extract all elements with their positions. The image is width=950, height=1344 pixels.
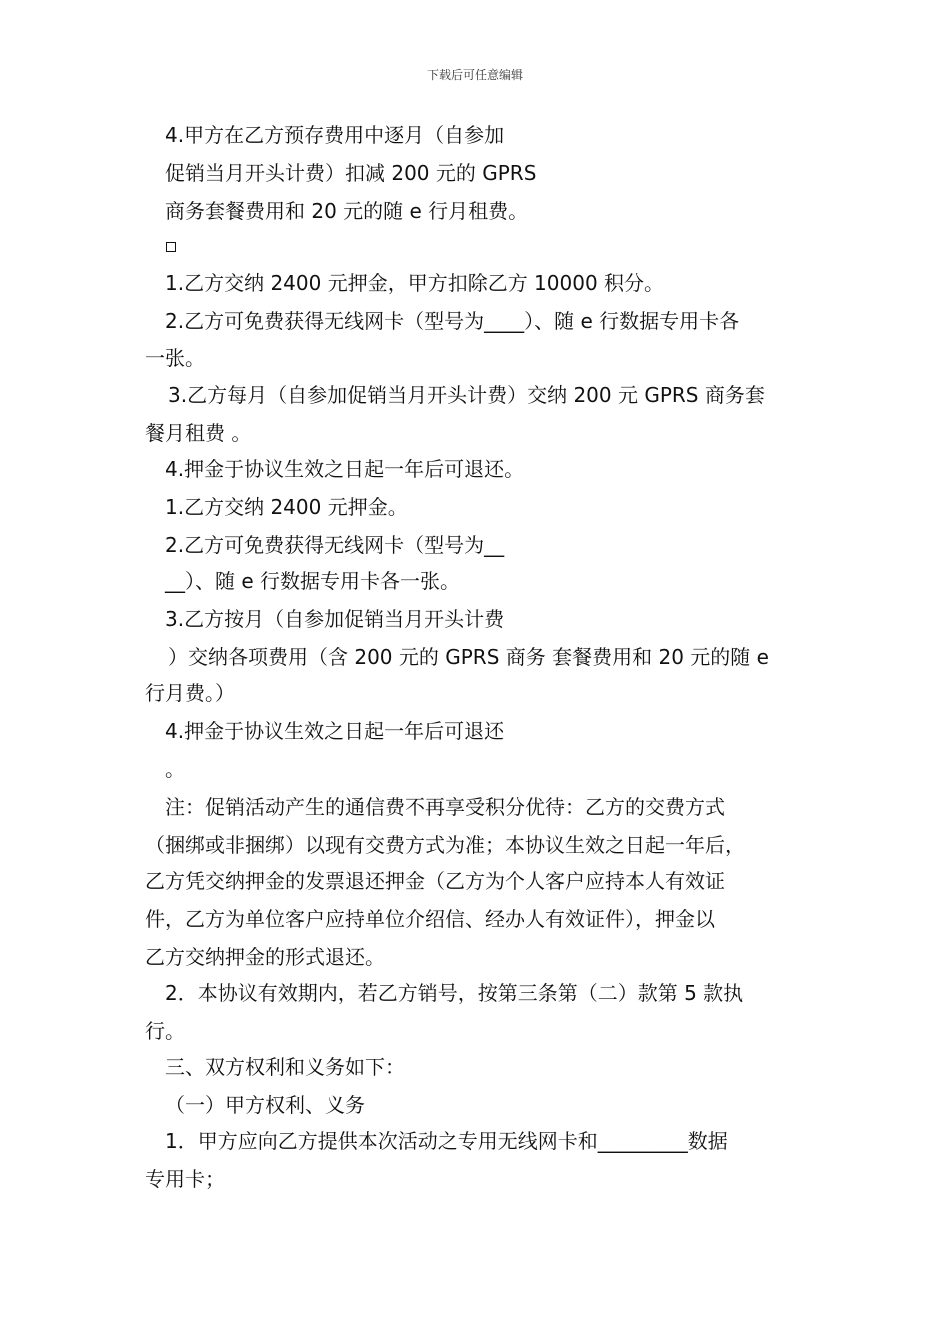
text-line: 2.乙方可免费获得无线网卡（型号为__ <box>165 533 505 557</box>
text-line: 乙方凭交纳押金的发票退还押金（乙方为个人客户应持本人有效证 <box>145 869 725 893</box>
text-line: 3.乙方每月（自参加促销当月开头计费）交纳 200 元 GPRS 商务套 <box>168 383 765 407</box>
text-line: 件，乙方为单位客户应持单位介绍信、经办人有效证件），押金以 <box>145 907 715 931</box>
text-line: __）、随 e 行数据专用卡各一张。 <box>165 569 461 593</box>
text-line: 一张。 <box>145 346 205 370</box>
text-line: 1．甲方应向乙方提供本次活动之专用无线网卡和_________数据 <box>165 1129 728 1153</box>
text-line: 三、双方权利和义务如下： <box>165 1055 405 1079</box>
text-line: （一）甲方权利、义务 <box>165 1093 365 1117</box>
text-line: 1.乙方交纳 2400 元押金，甲方扣除乙方 10000 积分。 <box>165 271 665 295</box>
page-header: 下载后可任意编辑 <box>426 68 523 82</box>
text-line: 。 <box>165 757 185 781</box>
text-line: 促销当月开头计费）扣减 200 元的 GPRS <box>165 161 537 185</box>
text-line: 2.乙方可免费获得无线网卡（型号为____）、随 e 行数据专用卡各 <box>165 309 740 333</box>
text-line: 4.押金于协议生效之日起一年后可退还。 <box>165 457 525 481</box>
text-line: 4.甲方在乙方预存费用中逐月（自参加 <box>165 123 505 147</box>
text-line: 专用卡； <box>145 1167 225 1191</box>
text-line: 行月费。） <box>145 681 235 705</box>
text-line: 商务套餐费用和 20 元的随 e 行月租费。 <box>165 199 529 223</box>
text-line: （捆绑或非捆绑）以现有交费方式为准；本协议生效之日起一年后， <box>145 833 745 857</box>
text-line: 行。 <box>145 1019 185 1043</box>
checkbox-icon <box>166 242 176 252</box>
text-line: ）交纳各项费用（含 200 元的 GPRS 商务 套餐费用和 20 元的随 e <box>168 645 769 669</box>
text-line: 注：促销活动产生的通信费不再享受积分优待：乙方的交费方式 <box>165 795 725 819</box>
text-line: 餐月租费 。 <box>145 421 252 445</box>
text-line: 4.押金于协议生效之日起一年后可退还 <box>165 719 505 743</box>
text-line: 1.乙方交纳 2400 元押金。 <box>165 495 408 519</box>
text-line: 2．本协议有效期内，若乙方销号，按第三条第（二）款第 5 款执 <box>165 981 744 1005</box>
text-line: 乙方交纳押金的形式退还。 <box>145 945 385 969</box>
text-line: 3.乙方按月（自参加促销当月开头计费 <box>165 607 505 631</box>
